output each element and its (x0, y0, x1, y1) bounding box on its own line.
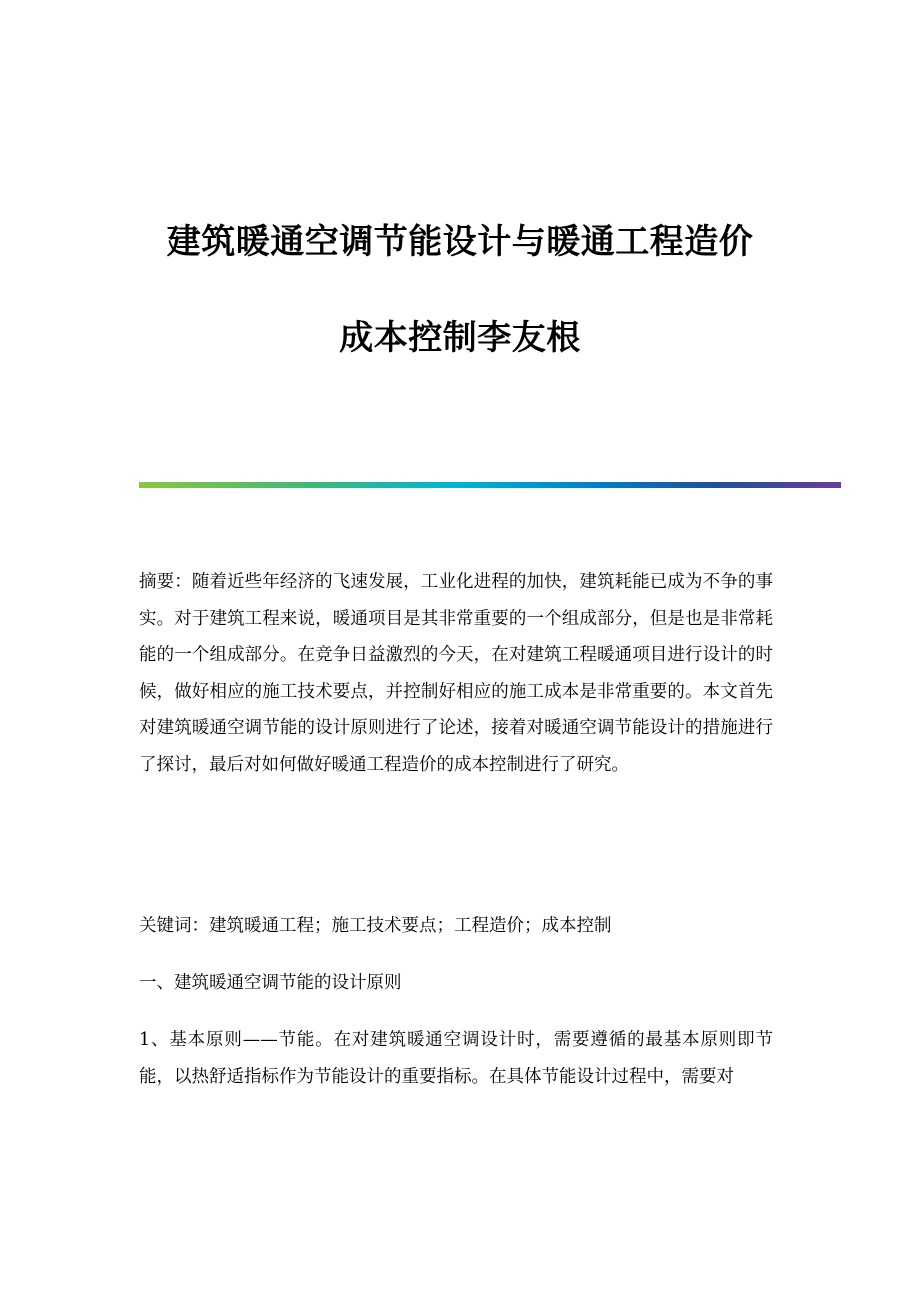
body-paragraph: 1、基本原则——节能。在对建筑暖通空调设计时，需要遵循的最基本原则即节能，以热舒适指标作为节能设计的重要指标。在具体节能设计过程中，需要对 (139, 1030, 773, 1087)
abstract-paragraph: 摘要：随着近些年经济的飞速发展，工业化进程的加快，建筑耗能已成为不争的事实。对于建筑工程来说，暖通项目是其非常重要的一个组成部分，但是也是非常耗能的一个组成部分。在竞争日益激烈的今天，在对建筑工程暖通项目进行设计的时候，做好相应的施工技术要点，并控制好相应的施工成本是非常重要的。本文首先对建筑暖通空调节能的设计原则进行了论述，接着对暖通空调节能设计的措施进行了探讨，最后对如何做好暖通工程造价的成本控制进行了研究。 (139, 572, 773, 775)
section-heading: 一、建筑暖通空调节能的设计原则 (139, 973, 402, 993)
page-title-line-1: 建筑暖通空调节能设计与暖通工程造价 (166, 222, 754, 262)
gradient-divider (139, 482, 841, 488)
keywords-paragraph: 关键词：建筑暖通工程；施工技术要点；工程造价；成本控制 (139, 916, 612, 936)
page-title-line-2: 成本控制李友根 (339, 318, 581, 358)
